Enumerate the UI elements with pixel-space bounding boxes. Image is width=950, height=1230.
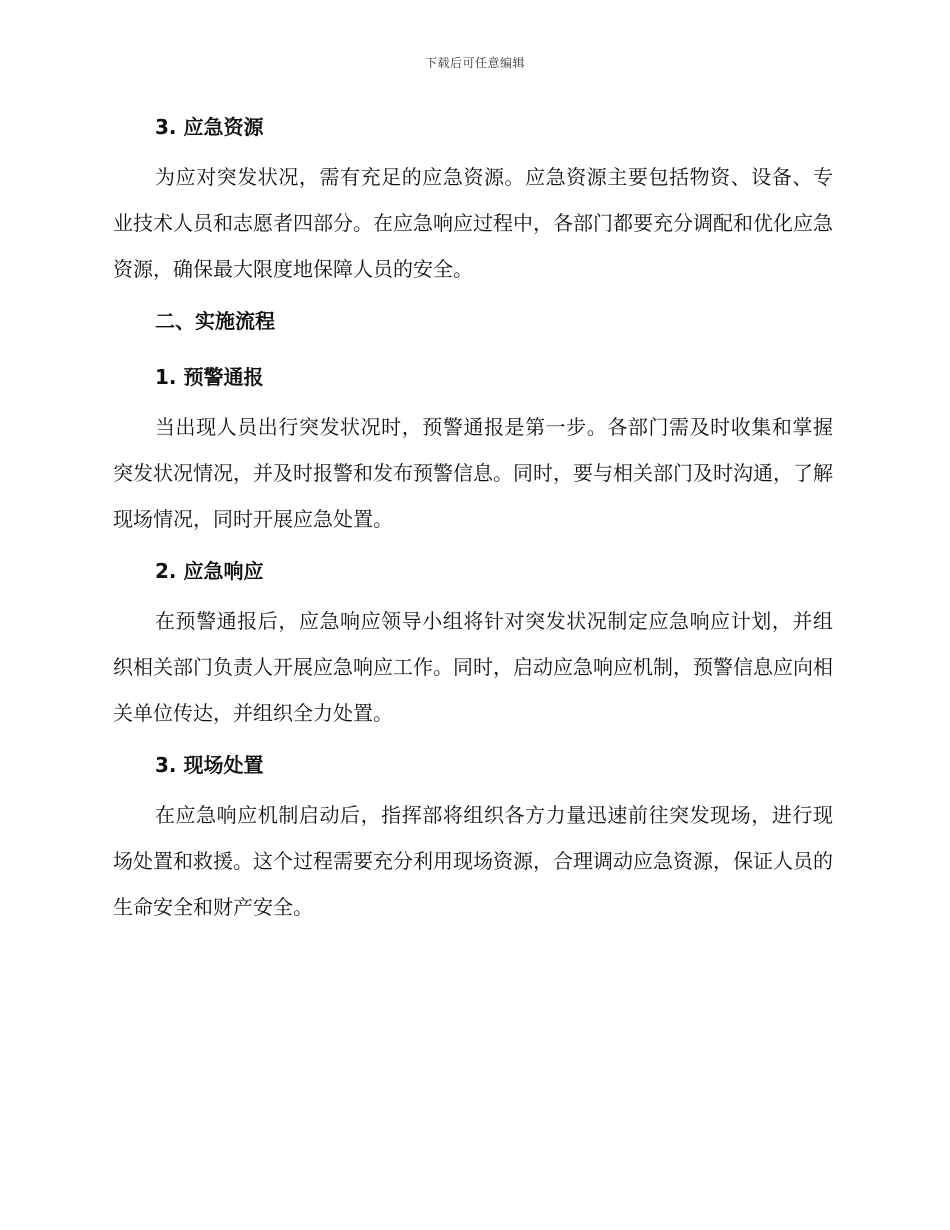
section-heading-early-warning: 1. 预警通报	[155, 365, 264, 389]
paragraph-emergency-response: 在预警通报后，应急响应领导小组将针对突发状况制定应急响应计划，并组织相关部门负责人开展应急响应工作。同时，启动应急响应机制，预警信息应向相关单位传达，并组织全力处置。	[113, 609, 833, 725]
header-note: 下载后可任意编辑	[424, 56, 525, 70]
section-heading-onsite-handling: 3. 现场处置	[155, 753, 264, 777]
paragraph-emergency-resources: 为应对突发状况，需有充足的应急资源。应急资源主要包括物资、设备、专业技术人员和志愿者四部分。在应急响应过程中，各部门都要充分调配和优化应急资源，确保最大限度地保障人员的安全。	[113, 165, 833, 281]
section-heading-emergency-response: 2. 应急响应	[155, 559, 264, 583]
document-body	[113, 112, 833, 930]
paragraph-early-warning: 当出现人员出行突发状况时，预警通报是第一步。各部门需及时收集和掌握突发状况情况，并及时报警和发布预警信息。同时，要与相关部门及时沟通，了解现场情况，同时开展应急处置。	[113, 415, 833, 531]
paragraph-onsite-handling: 在应急响应机制启动后，指挥部将组织各方力量迅速前往突发现场，进行现场处置和救援。这个过程需要充分利用现场资源，合理调动应急资源，保证人员的生命安全和财产安全。	[113, 803, 833, 919]
section-heading-implementation-process: 二、实施流程	[155, 309, 275, 333]
section-heading-emergency-resources: 3. 应急资源	[155, 115, 264, 139]
